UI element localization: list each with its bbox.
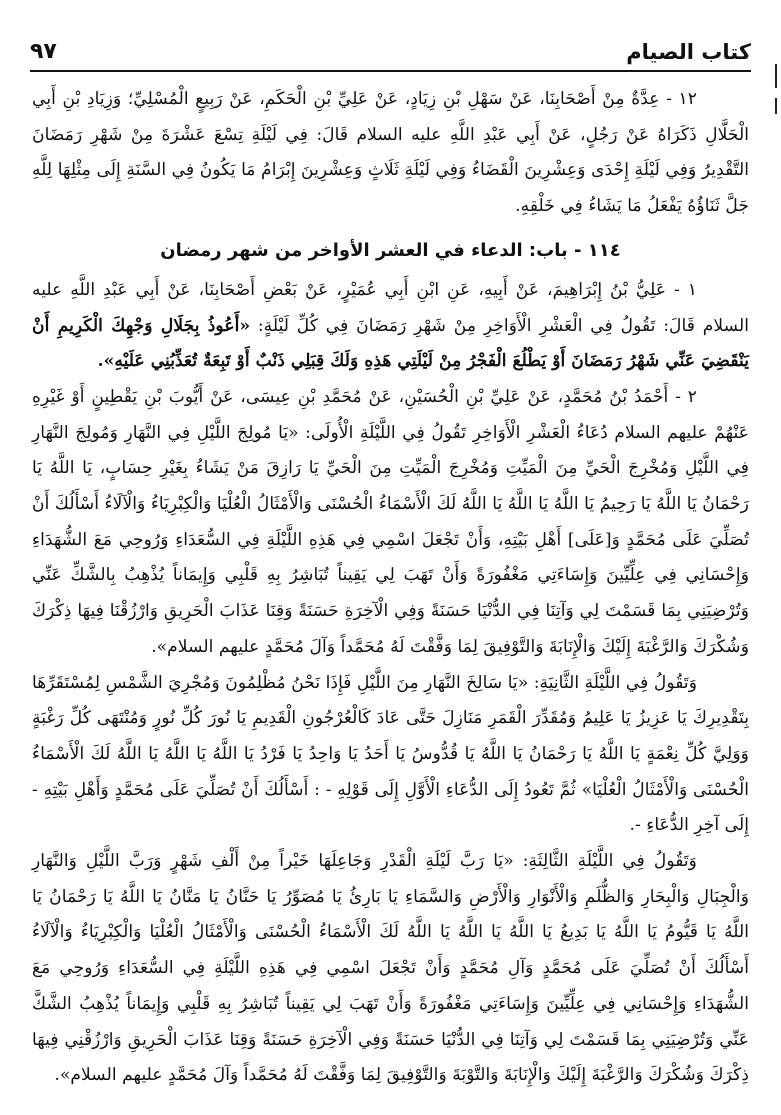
- hadith-1-chain: ١ - عَلِيُّ بْنُ إِبْرَاهِيمَ، عَنْ أَبِيهِ، عَنِ ابْنِ أَبِي عُمَيْرٍ، عَنْ بَعْضِ أَصْحَابِنَا، عَنْ أَبِي عَبْدِ اللَّهِ عليه السلام قَالَ: تَقُولُ فِي الْعَشْرِ الْأَوَاخِرِ مِنْ شَهْرِ رَمَضَانَ فِي كُلِّ لَيْلَةٍ:: [32, 279, 749, 336]
- page-number: ٩٧: [30, 39, 57, 64]
- hadith-paragraph-12: ١٢ - عِدَّةٌ مِنْ أَصْحَابِنَا، عَنْ سَهْلِ بْنِ زِيَادٍ، عَنْ عَلِيِّ بْنِ الْحَكَمِ، عَنْ رَبِيعٍ الْمُسْلِيِّ؛ وَزِيَادِ بْنِ أَبِي الْحَلَّالِ ذَكَرَاهُ عَنْ رَجُلٍ، عَنْ أَبِي عَبْدِ اللَّهِ عليه السلام قَالَ: فِي لَيْلَةِ تِسْعَ عَشْرَةَ مِنْ شَهْرِ رَمَضَانَ التَّقْدِيرُ وَفِي لَيْلَةِ إِحْدَى وَعِشْرِينَ الْقَضَاءُ وَفِي لَيْلَةِ ثَلَاثٍ وَعِشْرِينَ إِبْرَامُ مَا يَكُونُ فِي السَّنَةِ إِلَى مِثْلِهَا لِلَّهِ جَلَّ ثَنَاؤُهُ يَفْعَلُ مَا يَشَاءُ فِي خَلْقِهِ.: [32, 89, 749, 217]
- margin-mark: [775, 98, 777, 114]
- hadith-paragraph-2: ٢ - أَحْمَدُ بْنُ مُحَمَّدٍ، عَنْ عَلِيِّ بْنِ الْحُسَيْنِ، عَنْ مُحَمَّدِ بْنِ عِيسَى، عَنْ أَيُّوبَ بْنِ يَقْطِينٍ أَوْ غَيْرِهِ عَنْهُمْ عليهم السلام دُعَاءُ الْعَشْرِ الْأَوَاخِرِ تَقُولُ فِي اللَّيْلَةِ الْأُولَى: «يَا مُولِجَ اللَّيْلِ فِي النَّهَارِ وَمُولِجَ النَّهَارِ فِي اللَّيْلِ وَمُخْرِجَ الْحَيِّ مِنَ الْمَيِّتِ وَمُخْرِجَ الْمَيِّتِ مِنَ الْحَيِّ يَا رَازِقَ مَنْ يَشَاءُ بِغَيْرِ حِسَابٍ، يَا اللَّهُ يَا رَحْمَانُ يَا اللَّهُ يَا رَحِيمُ يَا اللَّهُ يَا اللَّهُ يَا اللَّهُ لَكَ الْأَسْمَاءُ الْحُسْنَى وَالْأَمْثَالُ الْعُلْيَا وَالْكِبْرِيَاءُ وَالْآلَاءُ أَسْأَلُكَ أَنْ تُصَلِّيَ عَلَى مُحَمَّدٍ وَ[عَلَى] أَهْلِ بَيْتِهِ، وَأَنْ تَجْعَلَ اسْمِي فِي هَذِهِ اللَّيْلَةِ فِي السُّعَدَاءِ وَرُوحِي مَعَ الشُّهَدَاءِ وَإِحْسَانِي فِي عِلِّيِّينَ وَإِسَاءَتِي مَغْفُورَةً وَأَنْ تَهَبَ لِي يَقِيناً تُبَاشِرُ بِهِ قَلْبِي وَإِيمَاناً يُذْهِبُ بِالشَّكِّ عَنِّي وَتُرْضِيَنِي بِمَا قَسَمْتَ لِي وَآتِنَا فِي الدُّنْيَا حَسَنَةً وَفِي الْآخِرَةِ حَسَنَةً وَقِنَا عَذَابَ الْحَرِيقِ وَارْزُقْنَا فِيهَا ذِكْرَكَ وَشُكْرَكَ وَالرَّغْبَةَ إِلَيْكَ وَالْإِنَابَةَ وَالتَّوْفِيقَ لِمَا وَفَّقْتَ لَهُ مُحَمَّداً وَآلَ مُحَمَّدٍ عليهم السلام».: [32, 386, 749, 657]
- hadith-paragraph-1: [32, 273, 749, 380]
- margin-mark: [775, 64, 777, 88]
- chapter-heading: ١١٤ - باب: الدعاء في العشر الأواخر من شهر رمضان: [160, 239, 621, 261]
- book-title: كتاب الصيام: [626, 40, 751, 64]
- running-header: [30, 24, 751, 72]
- second-night-paragraph: وَتَقُولُ فِي اللَّيْلَةِ الثَّانِيَةِ: «يَا سَالِخَ النَّهَارِ مِنَ اللَّيْلِ فَإِذَا نَحْنُ مُظْلِمُونَ وَمُجْرِيَ الشَّمْسِ لِمُسْتَقَرِّهَا بِتَقْدِيرِكَ يَا عَزِيزُ يَا عَلِيمُ وَمُقَدِّرَ الْقَمَرِ مَنَازِلَ حَتَّى عَادَ كَالْعُرْجُونِ الْقَدِيمِ يَا نُورَ كُلِّ نُورٍ وَمُنْتَهَى كُلِّ رَغْبَةٍ وَوَلِيَّ كُلِّ نِعْمَةٍ يَا اللَّهُ يَا رَحْمَانُ يَا اللَّهُ يَا قُدُّوسُ يَا أَحَدُ يَا وَاحِدُ يَا فَرْدُ يَا اللَّهُ يَا اللَّهُ يَا اللَّهُ لَكَ الْأَسْمَاءُ الْحُسْنَى وَالْأَمْثَالُ الْعُلْيَا» ثُمَّ تَعُودُ إِلَى الدُّعَاءِ الْأَوَّلِ إِلَى قَوْلِهِ - : أَسْأَلُكَ أَنْ تُصَلِّيَ عَلَى مُحَمَّدٍ وَأَهْلِ بَيْتِهِ - إِلَى آخِرِ الدُّعَاءِ -.: [32, 672, 749, 836]
- hadith-1-supplication: «أَعُوذُ بِجَلَالِ وَجْهِكَ الْكَرِيمِ أَنْ يَنْقَضِيَ عَنِّي شَهْرُ رَمَضَانَ أَوْ يَطْلُعَ الْفَجْرُ مِنْ لَيْلَتِي هَذِهِ وَلَكَ قِبَلِي ذَنْبٌ أَوْ تَبِعَةٌ تُعَذِّبُنِي عَلَيْهِ».: [32, 315, 749, 372]
- page-body: [32, 82, 749, 1103]
- third-night-paragraph: وَتَقُولُ فِي اللَّيْلَةِ الثَّالِثَةِ: «يَا رَبَّ لَيْلَةِ الْقَدْرِ وَجَاعِلَهَا خَيْراً مِنْ أَلْفِ شَهْرٍ وَرَبَّ اللَّيْلِ وَالنَّهَارِ وَالْجِبَالِ وَالْبِحَارِ وَالظُّلَمِ وَالْأَنْوَارِ وَالْأَرْضِ وَالسَّمَاءِ يَا بَارِئُ يَا مُصَوِّرُ يَا حَنَّانُ يَا مَنَّانُ يَا اللَّهُ يَا رَحْمَانُ يَا اللَّهُ يَا قَيُّومُ يَا اللَّهُ يَا بَدِيعُ يَا اللَّهُ يَا اللَّهُ يَا اللَّهُ لَكَ الْأَسْمَاءُ الْحُسْنَى وَالْأَمْثَالُ الْعُلْيَا وَالْكِبْرِيَاءُ وَالْآلَاءُ أَسْأَلُكَ أَنْ تُصَلِّيَ عَلَى مُحَمَّدٍ وَآلِ مُحَمَّدٍ وَأَنْ تَجْعَلَ اسْمِي فِي هَذِهِ اللَّيْلَةِ فِي السُّعَدَاءِ وَرُوحِي مَعَ الشُّهَدَاءِ وَإِحْسَانِي فِي عِلِّيِّينَ وَإِسَاءَتِي مَغْفُورَةً وَأَنْ تَهَبَ لِي يَقِيناً تُبَاشِرُ بِهِ قَلْبِي وَإِيمَاناً يُذْهِبُ الشَّكَّ عَنِّي وَتُرْضِيَنِي بِمَا قَسَمْتَ لِي وَآتِنَا فِي الدُّنْيَا حَسَنَةً وَفِي الْآخِرَةِ حَسَنَةً وَقِنَا عَذَابَ الْحَرِيقِ وَارْزُقْنِي فِيهَا ذِكْرَكَ وَشُكْرَكَ وَالرَّغْبَةَ إِلَيْكَ وَالْإِنَابَةَ وَالتَّوْبَةَ وَالتَّوْفِيقَ لِمَا وَفَّقْتَ لَهُ مُحَمَّداً وَآلَ مُحَمَّدٍ عليهم السلام».: [32, 851, 749, 1086]
